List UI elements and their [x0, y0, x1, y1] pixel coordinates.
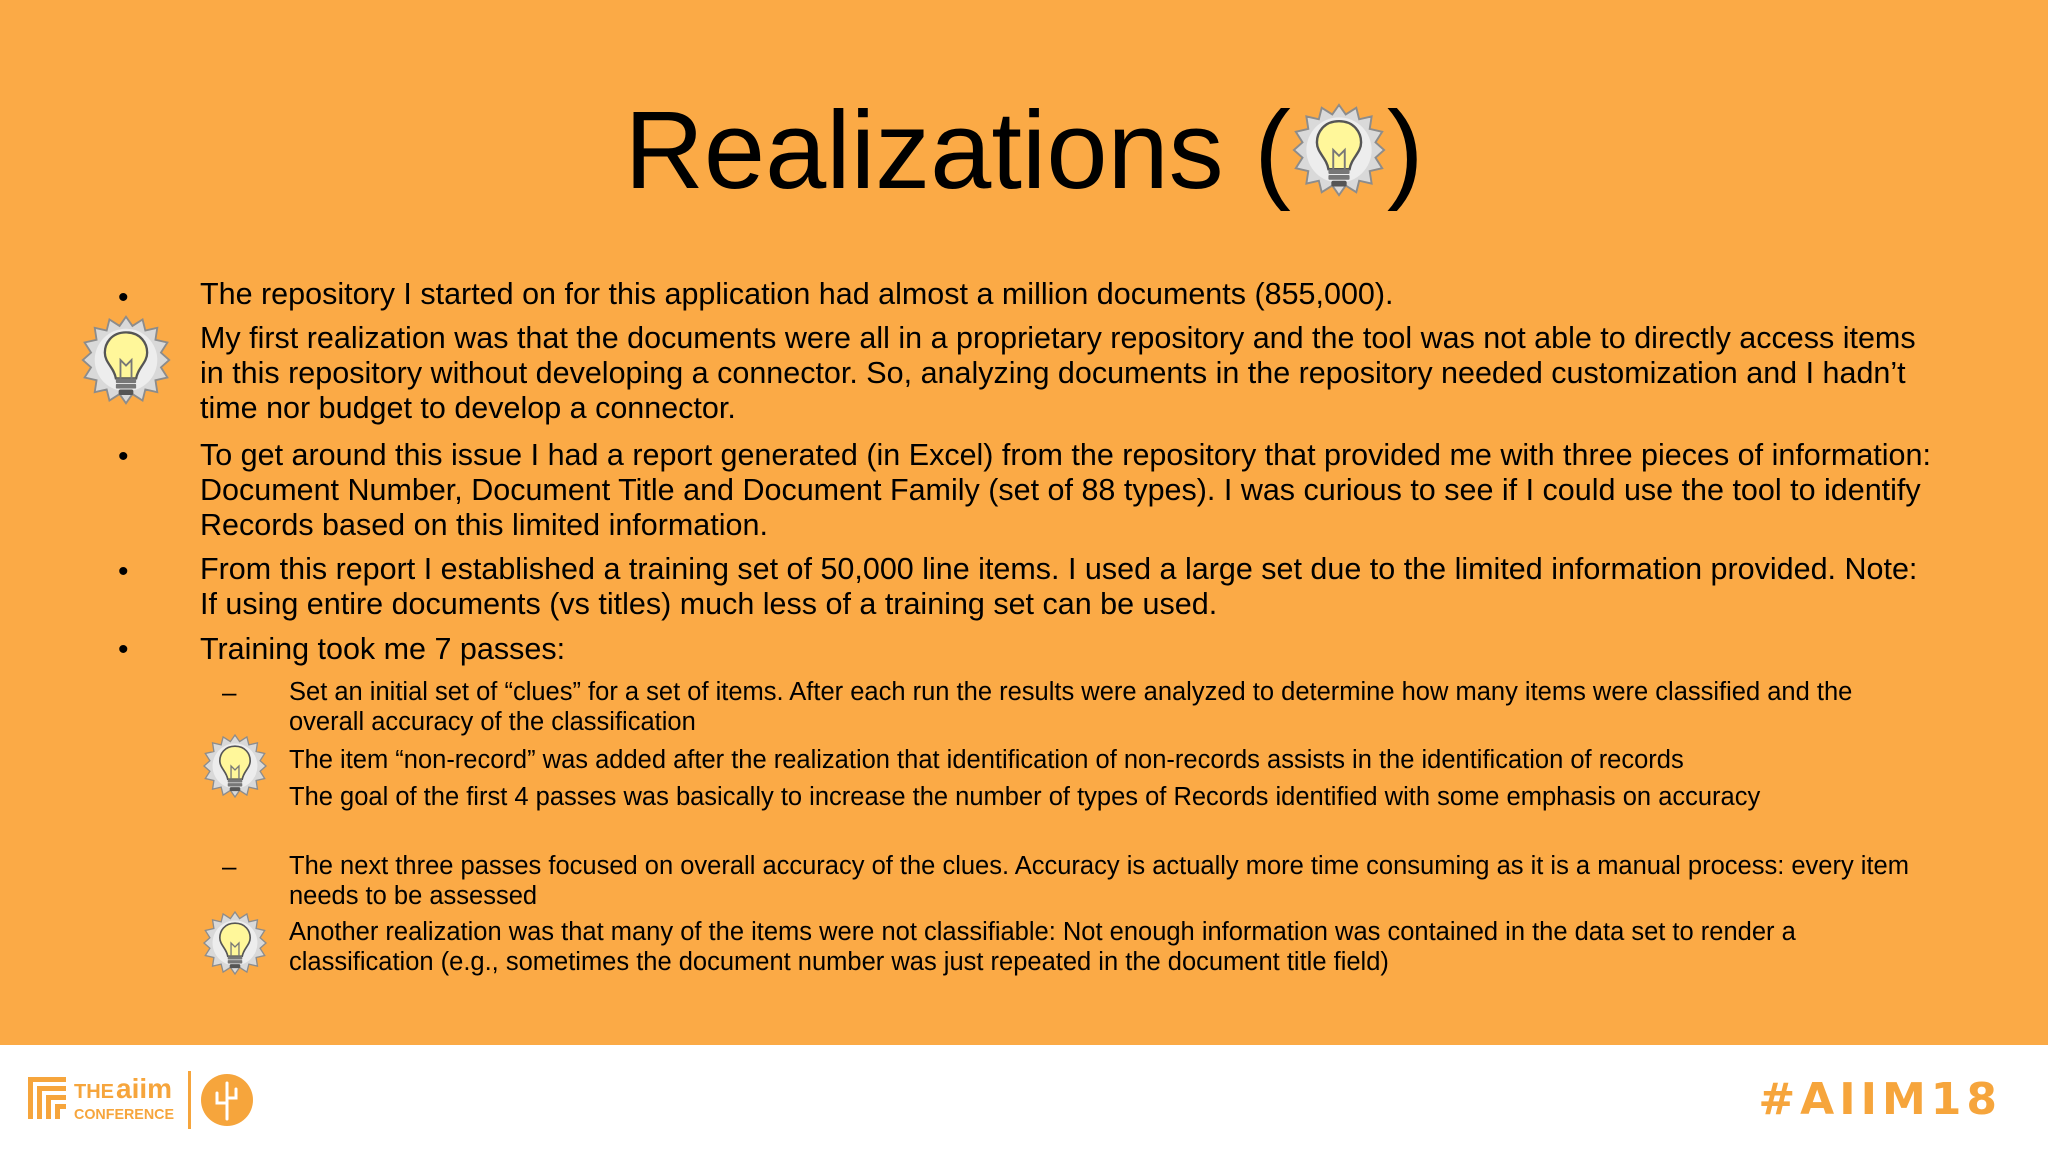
sub-bullet-text: Another realization was that many of the items were not classifiable: Not enough information was contained in the data set to render a classification (e.g., sometimes the document number was just repeated in the document title field)	[289, 918, 1796, 976]
slide-title-text: Realizations (	[624, 89, 1291, 212]
sub-bullet-text: Set an initial set of “clues” for a set of items. After each run the results were analyzed to determine how many items were classified and the overall accuracy of the classification	[289, 678, 1853, 736]
sub-bullet-marker: –	[222, 677, 237, 707]
bullet-text: Training took me 7 passes:	[200, 632, 566, 666]
lightbulb-icon	[80, 311, 172, 409]
bullet-text: From this report I established a training set of 50,000 line items. I used a large set due to the limited information provided. Note: If using entire documents (vs titles) much less of a training set can be used.	[200, 552, 1918, 621]
hashtag: #AIIM18	[1758, 1074, 2002, 1125]
slide-title	[0, 86, 2048, 216]
logo-text-conference: CONFERENCE	[74, 1106, 174, 1123]
footer	[0, 1045, 2048, 1152]
sub-bullet-text: The goal of the first 4 passes was basically to increase the number of types of Records identified with some emphasis on accuracy	[289, 783, 1761, 811]
logo-text-aiim: aiim	[116, 1073, 173, 1104]
lightbulb-icon	[202, 906, 268, 980]
logo-text-the: THE	[74, 1081, 114, 1103]
bullet-marker: •	[118, 555, 129, 588]
bullet-marker: •	[118, 281, 129, 314]
lightbulb-icon	[1291, 98, 1387, 202]
bullet-marker: •	[118, 440, 129, 473]
slide-title-close: )	[1386, 89, 1424, 212]
bullet-text: My first realization was that the documents were all in a proprietary repository and the tool was not able to directly access items in this repository without developing a connector. So, analyzing documents in the repository needed customization and I hadn’t time nor budget to develop a connector.	[200, 321, 1916, 425]
bullet-text: To get around this issue I had a report generated (in Excel) from the repository that provided me with three pieces of information: Document Number, Document Title and Document Family (set of 88 types). I was curious to see if I could use the tool to identify Records based on this limited information.	[200, 438, 1931, 542]
bullet-text: The repository I started on for this application had almost a million documents (855,000).	[200, 277, 1394, 311]
bullet-marker: •	[118, 633, 129, 666]
sub-bullet-text: The item “non-record” was added after the realization that identification of non-records assists in the identification of records	[289, 746, 1684, 774]
aiim-conference-logo	[28, 1067, 260, 1131]
sub-bullet-text: The next three passes focused on overall accuracy of the clues. Accuracy is actually more time consuming as it is a manual process: every item needs to be assessed	[289, 852, 1909, 910]
lightbulb-icon	[202, 730, 268, 802]
sub-bullet-marker: –	[222, 851, 237, 881]
